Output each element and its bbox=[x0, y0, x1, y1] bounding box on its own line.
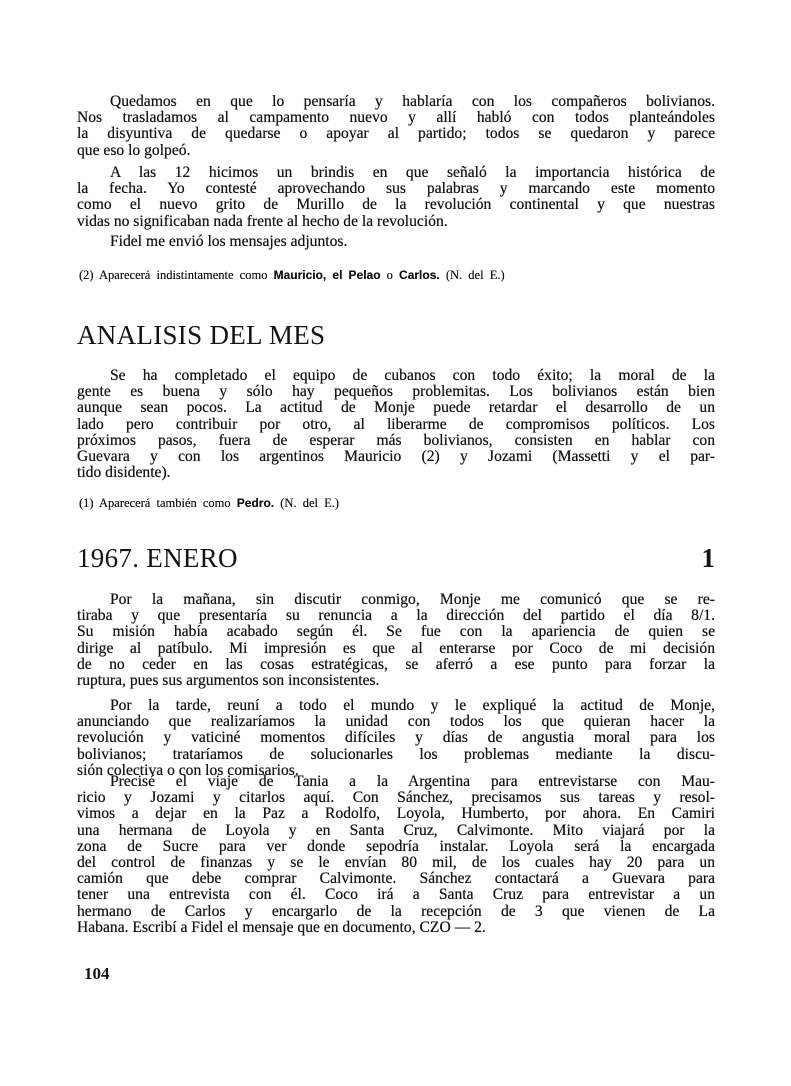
paragraph-line: la fecha. Yo contesté aprovechando sus palabras y marcando este momento bbox=[77, 180, 715, 198]
paragraph-line: aunque sean pocos. La actitud de Monje puede retardar el desarrollo de un bbox=[77, 399, 715, 417]
paragraph-line: sión colectiva o con los comisarios. bbox=[77, 761, 299, 779]
paragraph-line: A las 12 hicimos un brindis en que señaló la importancia histórica de bbox=[110, 164, 715, 181]
footnote-name: Pelao bbox=[348, 268, 381, 282]
paragraph-line: próximos pasos, fuera de esperar más bolivianos, consisten en hablar con bbox=[77, 431, 715, 449]
footnote-name: Mauricio, bbox=[273, 268, 327, 282]
paragraph-line: de no ceder en las cosas estratégicas, se aferró a ese punto para forzar la bbox=[77, 655, 715, 673]
paragraph-line: tido disidente). bbox=[77, 464, 171, 482]
paragraph-line: Su misión había acabado según él. Se fue con la apariencia de quien se bbox=[77, 623, 715, 641]
paragraph-line: una hermana de Loyola y en Santa Cruz, Calvimonte. Mito viajará por la bbox=[77, 821, 715, 839]
paragraph-line: que eso lo golpeó. bbox=[77, 141, 191, 159]
footnote-name: Carlos. bbox=[399, 268, 440, 282]
footnote-text: Aparecerá también como bbox=[99, 496, 231, 510]
paragraph-line: tiraba y que presentaría su renuncia a la dirección del partido el día 8/1. bbox=[77, 607, 715, 625]
paragraph-line: la disyuntiva de quedarse o apoyar al partido; todos se quedaron y parece bbox=[77, 125, 715, 143]
paragraph-line: Se ha completado el equipo de cubanos con todo éxito; la moral de la bbox=[110, 367, 715, 384]
paragraph-line: como el nuevo grito de Murillo de la revolución continental y que nuestras bbox=[77, 196, 715, 214]
paragraph-line: ricio y Jozami y citarlos aquí. Con Sánchez, precisamos sus tareas y resol- bbox=[77, 789, 715, 807]
day-number: 1 bbox=[701, 543, 715, 573]
paragraph-line: Precisé el viaje de Tania a la Argentina para entrevistarse con Mau- bbox=[110, 773, 715, 790]
footnote-text: Aparecerá indistintamente como bbox=[99, 268, 268, 282]
paragraph-line: ruptura, pues sus argumentos son inconsistentes. bbox=[77, 672, 380, 689]
paragraph-line: Por la mañana, sin discutir conmigo, Monje me comunicó que se re- bbox=[110, 591, 715, 608]
paragraph-line: zona de Sucre para ver donde sepodría instalar. Loyola será la encargada bbox=[77, 837, 715, 855]
footnote-marker: (2) bbox=[79, 268, 94, 282]
section-heading-analisis: ANALISIS DEL MES bbox=[77, 320, 326, 350]
page-number: 104 bbox=[84, 964, 110, 983]
paragraph-line: Por la tarde, reuní a todo el mundo y le expliqué la actitud de Monje, bbox=[110, 697, 715, 714]
paragraph-line: Nos trasladamos al campamento nuevo y allí habló con todos planteándoles bbox=[77, 109, 715, 127]
footnote-marker: (1) bbox=[79, 496, 94, 510]
paragraph-line: Guevara y con los argentinos Mauricio (2) y Jozami (Massetti y el par- bbox=[77, 448, 715, 465]
paragraph-line: vimos a dejar en la Paz a Rodolfo, Loyola, Humberto, por ahora. En Camiri bbox=[77, 805, 715, 823]
paragraph-line: bolivianos; trataríamos de solucionarles los problemas mediante la discu- bbox=[77, 745, 715, 763]
paragraph-line: vidas no significaban nada frente al hecho de la revolución. bbox=[77, 212, 448, 230]
paragraph-line: Fidel me envió los mensajes adjuntos. bbox=[110, 233, 348, 250]
section-heading-enero: 1967. ENERO bbox=[77, 543, 238, 573]
paragraph-line: dirige al patíbulo. Mi impresión es que al enterarse por Coco de mi decisión bbox=[77, 639, 715, 657]
footnote-name: Pedro. bbox=[236, 496, 275, 510]
footnote-note: (N. del E.) bbox=[445, 268, 505, 282]
paragraph-line: gente es buena y sólo hay pequeños problemitas. Los bolivianos están bien bbox=[77, 383, 715, 401]
paragraph-line: del control de finanzas y se le envían 80 mil, de los cuales hay 20 para un bbox=[77, 854, 715, 871]
paragraph-line: tener una entrevista con él. Coco irá a Santa Cruz para entrevistar a un bbox=[77, 886, 715, 904]
paragraph-line: lado pero contribuir por otro, al liberarme de compromisos políticos. Los bbox=[77, 415, 715, 433]
paragraph-line: anunciando que realizaríamos la unidad con todos los que quieran hacer la bbox=[77, 713, 715, 731]
footnote-text: el bbox=[332, 268, 343, 282]
paragraph-line: revolución y vaticiné momentos difíciles y días de angustia moral para los bbox=[77, 729, 715, 747]
footnote-2 bbox=[79, 267, 505, 283]
paragraph-line: Habana. Escribí a Fidel el mensaje que en documento, CZO — 2. bbox=[77, 918, 486, 936]
paragraph-line: hermano de Carlos y encargarlo de la recepción de 3 que vienen de La bbox=[77, 902, 715, 920]
paragraph-line: camión que debe comprar Calvimonte. Sánchez contactará a Guevara para bbox=[77, 870, 715, 888]
paragraph-line: Quedamos en que lo pensaría y hablaría con los compañeros bolivianos. bbox=[110, 93, 715, 110]
footnote-1 bbox=[79, 495, 339, 511]
footnote-text: o bbox=[386, 268, 393, 282]
footnote-note: (N. del E.) bbox=[280, 496, 340, 510]
